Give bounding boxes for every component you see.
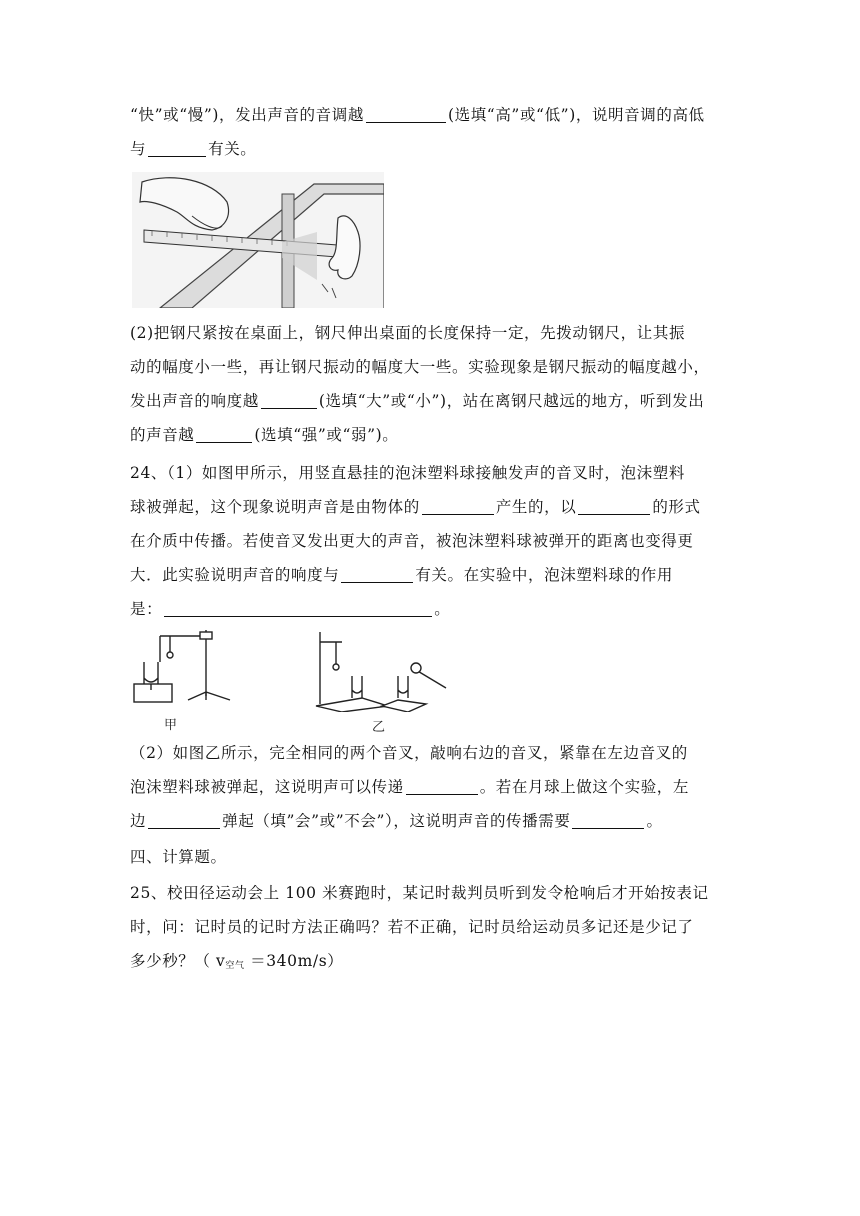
text: 。	[434, 600, 451, 618]
q24-part1	[130, 456, 730, 626]
q24-part2	[130, 736, 730, 838]
caption-jia: 甲	[164, 718, 178, 733]
text: 泡沫塑料球被弹起，这说明声可以传递	[130, 778, 404, 796]
text: 的声音越	[130, 426, 195, 444]
answer-blank[interactable]	[164, 598, 432, 617]
caption-yi: 乙	[372, 720, 386, 735]
figure-ruler-table	[132, 172, 384, 308]
section-heading	[130, 840, 730, 874]
text: 大．此实验说明声音的响度与	[130, 566, 340, 584]
answer-blank[interactable]	[572, 810, 644, 829]
q25	[130, 876, 730, 978]
text: 边	[130, 812, 147, 830]
text: 。	[646, 812, 663, 830]
answer-blank[interactable]	[196, 424, 252, 443]
text: (2)把钢尺紧按在桌面上，钢尺伸出桌面的长度保持一定，先拨动钢尺，让其振	[130, 324, 686, 342]
text: 与	[130, 140, 147, 158]
answer-blank[interactable]	[261, 390, 317, 409]
text: ＝340m/s）	[244, 952, 344, 970]
text: 动的幅度小一些，再让钢尺振动的幅度大一些。实验现象是钢尺振动的幅度越小，	[130, 358, 710, 376]
text: 有关。在实验中，泡沫塑料球的作用	[415, 566, 673, 584]
q23-part2	[130, 316, 730, 452]
answer-blank[interactable]	[578, 496, 650, 515]
text: 球被弹起，这个现象说明声音是由物体的	[130, 498, 420, 516]
text: 是：	[130, 600, 163, 618]
text: 四、计算题。	[130, 848, 227, 866]
text: 24、（1）如图甲所示，用竖直悬挂的泡沫塑料球接触发声的音叉时，泡沫塑料	[130, 464, 685, 482]
text: 产生的，以	[495, 498, 577, 516]
text: 。若在月球上做这个实验，左	[479, 778, 690, 796]
answer-blank[interactable]	[148, 138, 206, 157]
text: （2）如图乙所示，完全相同的两个音叉，敲响右边的音叉，紧靠在左边音叉的	[130, 744, 688, 762]
answer-blank[interactable]	[366, 104, 446, 123]
text: (选填“高”或“低”)，说明音调的高低	[447, 106, 705, 124]
text: 25、校田径运动会上 100 米赛跑时，某记时裁判员听到发令枪响后才开始按表记	[130, 884, 709, 902]
answer-blank[interactable]	[341, 564, 413, 583]
text: 在介质中传播。若使音叉发出更大的声音，被泡沫塑料球被弹开的距离也变得更	[130, 532, 694, 550]
text: 的形式	[652, 498, 701, 516]
subscript: 空气	[225, 961, 245, 971]
figure-tuning-forks	[130, 626, 450, 712]
text: 有关。	[208, 140, 257, 158]
text: 多少秒？（ v	[130, 952, 226, 970]
text: 发出声音的响度越	[130, 392, 259, 410]
q23-continuation	[130, 98, 730, 166]
answer-blank[interactable]	[148, 810, 220, 829]
text: 时，问：记时员的记时方法正确吗？若不正确，记时员给运动员多记还是少记了	[130, 918, 694, 936]
text: (选填“大”或“小”)，站在离钢尺越远的地方，听到发出	[318, 392, 705, 410]
text: (选填“强”或“弱”)。	[254, 426, 399, 444]
answer-blank[interactable]	[422, 496, 494, 515]
text: “快”或“慢”)，发出声音的音调越	[130, 106, 364, 124]
answer-blank[interactable]	[406, 776, 478, 795]
text: 弹起（填”会”或”不会”），这说明声音的传播需要	[222, 812, 571, 830]
